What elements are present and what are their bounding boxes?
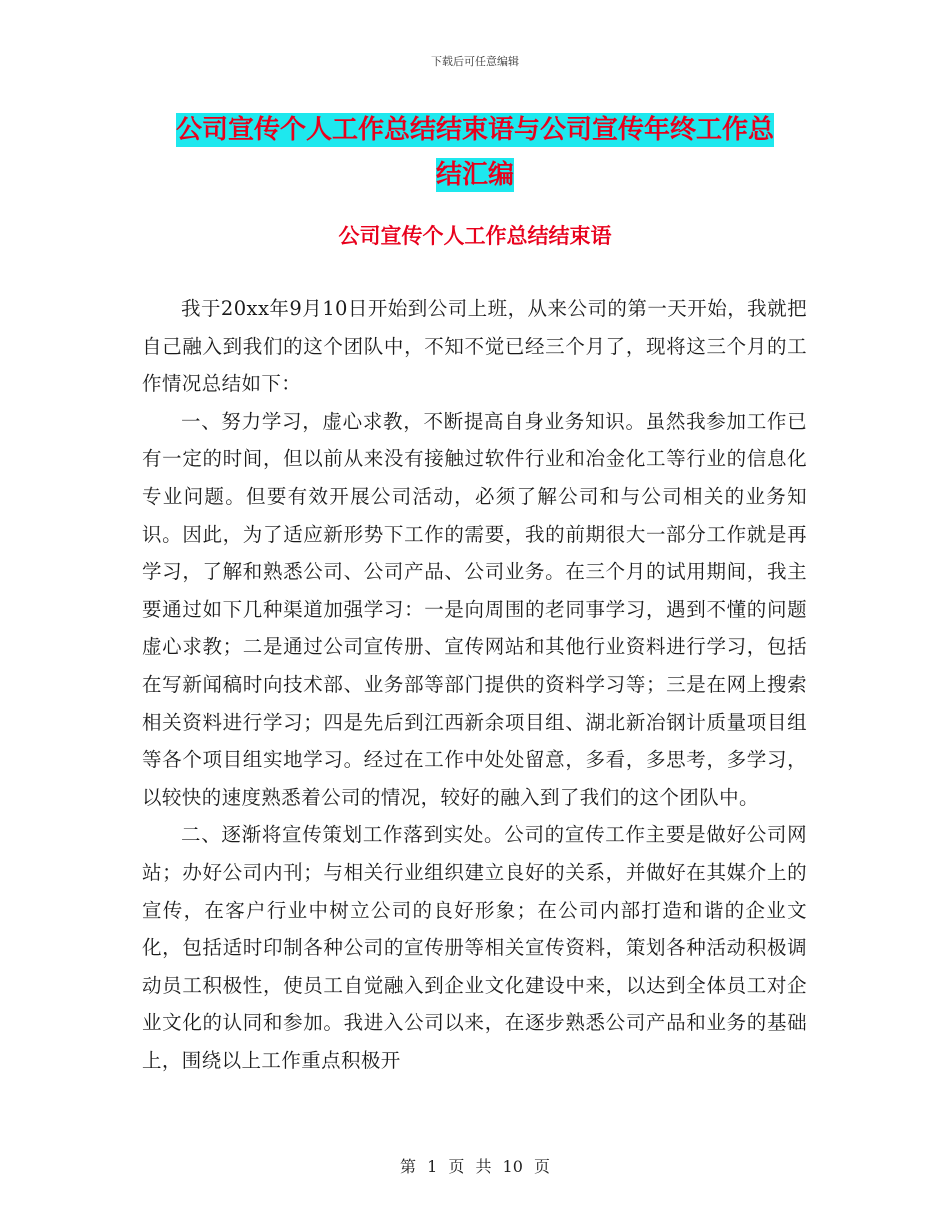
section-title: 公司宣传个人工作总结结束语 [338, 223, 612, 248]
document-title-line-2: 结汇编 [435, 160, 514, 190]
document-body [142, 290, 807, 1079]
page-header: 下载后可任意编辑 [431, 55, 519, 68]
page-number-footer: 第 1 页 共 10 页 [400, 1157, 550, 1176]
document-title-line-1: 公司宣传个人工作总结结束语与公司宣传年终工作总 [175, 115, 774, 145]
body-paragraph: 二、逐渐将宣传策划工作落到实处。公司的宣传工作主要是做好公司网站；办好公司内刊；与相关行业组织建立良好的关系，并做好在其媒介上的宣传，在客户行业中树立公司的良好形象；在公司内部打造和谐的企业文化，包括适时印制各种公司的宣传册等相关宣传资料，策划各种活动积极调动员工积极性，使员工自觉融入到企业文化建设中来，以达到全体员工对企业文化的认同和参加。我进入公司以来，在逐步熟悉公司产品和业务的基础上，围绕以上工作重点积极开 [142, 823, 807, 1072]
body-paragraph: 我于20xx年9月10日开始到公司上班，从来公司的第一天开始，我就把自己融入到我们的这个团队中，不知不觉已经三个月了，现将这三个月的工作情况总结如下： [142, 297, 807, 396]
body-paragraph: 一、努力学习，虚心求教，不断提高自身业务知识。虽然我参加工作已有一定的时间，但以前从来没有接触过软件行业和冶金化工等行业的信息化专业问题。但要有效开展公司活动，必须了解公司和与公司相关的业务知识。因此，为了适应新形势下工作的需要，我的前期很大一部分工作就是再学习，了解和熟悉公司、公司产品、公司业务。在三个月的试用期间，我主要通过如下几种渠道加强学习：一是向周围的老同事学习，遇到不懂的问题虚心求教；二是通过公司宣传册、宣传网站和其他行业资料进行学习，包括在写新闻稿时向技术部、业务部等部门提供的资料学习等；三是在网上搜索相关资料进行学习；四是先后到江西新余项目组、湖北新冶钢计质量项目组等各个项目组实地学习。经过在工作中处处留意，多看，多思考，多学习，以较快的速度熟悉着公司的情况，较好的融入到了我们的这个团队中。 [142, 409, 807, 809]
document-title [140, 108, 810, 198]
